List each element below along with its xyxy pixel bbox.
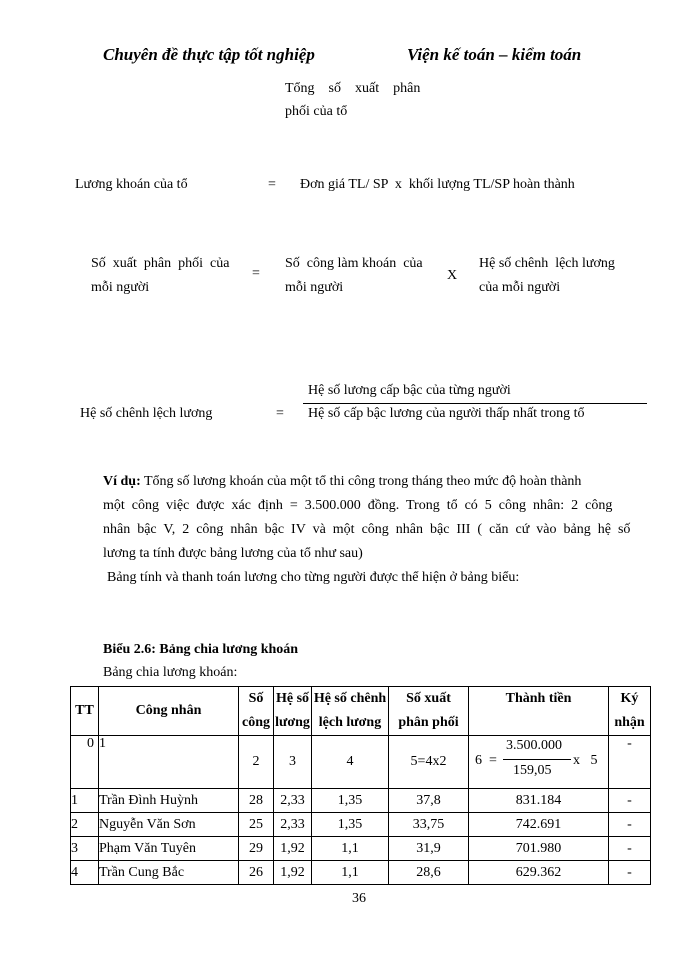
row-share: 31,9	[389, 837, 469, 861]
col-header-sign: Ký nhận	[609, 687, 651, 736]
row-amount: 701.980	[469, 837, 609, 861]
col-header-coef: Hệ số lương	[274, 687, 312, 736]
row-sign: -	[609, 861, 651, 885]
col-header-share: Số xuất phân phối	[389, 687, 469, 736]
amount-formula-numerator: 3.500.000	[506, 738, 562, 753]
row-coef: 2,33	[274, 789, 312, 813]
row-share: 28,6	[389, 861, 469, 885]
index-worker: 1	[99, 736, 239, 789]
row-tt: 1	[71, 789, 99, 813]
formula1-lhs: Lương khoán của tổ	[75, 177, 188, 192]
row-days: 28	[239, 789, 274, 813]
col-header-worker: Công nhân	[99, 687, 239, 736]
row-amount: 831.184	[469, 789, 609, 813]
formula2-equals: =	[252, 266, 260, 281]
row-diff: 1,1	[312, 861, 389, 885]
example-line-3: nhân bậc V, 2 công nhân bậc IV và một công nhân bậc III ( căn cứ vào bảng hệ số	[103, 522, 631, 537]
row-sign: -	[609, 837, 651, 861]
row-days: 26	[239, 861, 274, 885]
col-header-days: Số công	[239, 687, 274, 736]
table-row	[71, 861, 651, 885]
amount-formula-prefix: 6 =	[475, 753, 497, 768]
index-coef: 3	[274, 736, 312, 789]
table-caption: Biểu 2.6: Bảng chia lương khoán	[103, 642, 299, 657]
wage-table	[70, 686, 651, 885]
row-coef: 1,92	[274, 861, 312, 885]
row-tt: 3	[71, 837, 99, 861]
fragment-line-2: phối của tổ	[285, 104, 348, 119]
row-worker: Nguyễn Văn Sơn	[99, 813, 239, 837]
example-label: Ví dụ:	[103, 474, 141, 489]
amount-formula-denominator: 159,05	[513, 763, 552, 778]
row-coef: 1,92	[274, 837, 312, 861]
row-tt: 4	[71, 861, 99, 885]
formula2-rhs-line2: của mỗi người	[479, 280, 561, 295]
index-diff: 4	[312, 736, 389, 789]
example-text-1: Tổng số lương khoán của một tổ thi công trong tháng theo mức độ hoàn thành	[143, 474, 582, 489]
formula2-multiply: X	[447, 268, 458, 283]
row-amount: 742.691	[469, 813, 609, 837]
index-sign: -	[609, 736, 651, 789]
table-row	[71, 813, 651, 837]
formula2-mid-line1: Số công làm khoán của	[285, 256, 423, 271]
formula2-lhs-line2: mỗi người	[91, 280, 150, 295]
row-worker: Trần Cung Bắc	[99, 861, 239, 885]
row-worker: Trần Đình Huỳnh	[99, 789, 239, 813]
example-line-4: lương ta tính được bảng lương của tổ như sau)	[103, 546, 363, 561]
row-diff: 1,35	[312, 789, 389, 813]
header-right: Viện kế toán – kiểm toán	[407, 45, 582, 64]
formula1-rhs: Đơn giá TL/ SP x khối lượng TL/SP hoàn thành	[300, 177, 575, 192]
formula2-mid-line2: mỗi người	[285, 280, 344, 295]
formula3-numerator: Hệ số lương cấp bậc của từng người	[308, 383, 511, 398]
formula3-fraction-bar	[303, 403, 647, 404]
formula2-rhs-line1: Hệ số chênh lệch lương	[479, 256, 615, 271]
formula3-lhs: Hệ số chênh lệch lương	[80, 406, 213, 421]
table-row	[71, 837, 651, 861]
index-days: 2	[239, 736, 274, 789]
example-line-2: một công việc được xác định = 3.500.000 đồng. Trong tổ có 5 công nhân: 2 công	[103, 498, 613, 513]
row-coef: 2,33	[274, 813, 312, 837]
row-share: 37,8	[389, 789, 469, 813]
amount-formula-bar	[503, 759, 571, 760]
example-line-5: Bảng tính và thanh toán lương cho từng người được thể hiện ở bảng biểu:	[107, 570, 520, 585]
row-sign: -	[609, 813, 651, 837]
col-header-tt: TT	[71, 687, 99, 736]
row-worker: Phạm Văn Tuyên	[99, 837, 239, 861]
table-row	[71, 789, 651, 813]
amount-formula-suffix: x 5	[573, 753, 598, 768]
col-header-diff: Hệ số chênh lệch lương	[312, 687, 389, 736]
index-share: 5=4x2	[389, 736, 469, 789]
formula2-lhs-line1: Số xuất phân phối của	[91, 256, 230, 271]
row-diff: 1,1	[312, 837, 389, 861]
row-sign: -	[609, 789, 651, 813]
table-subcaption: Bảng chia lương khoán:	[103, 665, 238, 680]
formula3-denominator: Hệ số cấp bậc lương của người thấp nhất trong tổ	[308, 406, 585, 421]
header-left: Chuyên đề thực tập tốt nghiệp	[103, 45, 315, 64]
index-tt: 0	[71, 736, 99, 789]
example-line-1	[103, 474, 648, 490]
row-days: 25	[239, 813, 274, 837]
formula1-equals: =	[268, 177, 276, 192]
row-tt: 2	[71, 813, 99, 837]
row-diff: 1,35	[312, 813, 389, 837]
table-header-row	[71, 687, 651, 736]
table-index-row	[71, 736, 651, 789]
fragment-line-1: Tổng số xuất phân	[285, 81, 421, 96]
formula3-equals: =	[276, 406, 284, 421]
row-amount: 629.362	[469, 861, 609, 885]
col-header-amount: Thành tiền	[469, 687, 609, 736]
row-days: 29	[239, 837, 274, 861]
index-amount-formula	[469, 736, 609, 789]
row-share: 33,75	[389, 813, 469, 837]
page-number: 36	[352, 891, 366, 906]
